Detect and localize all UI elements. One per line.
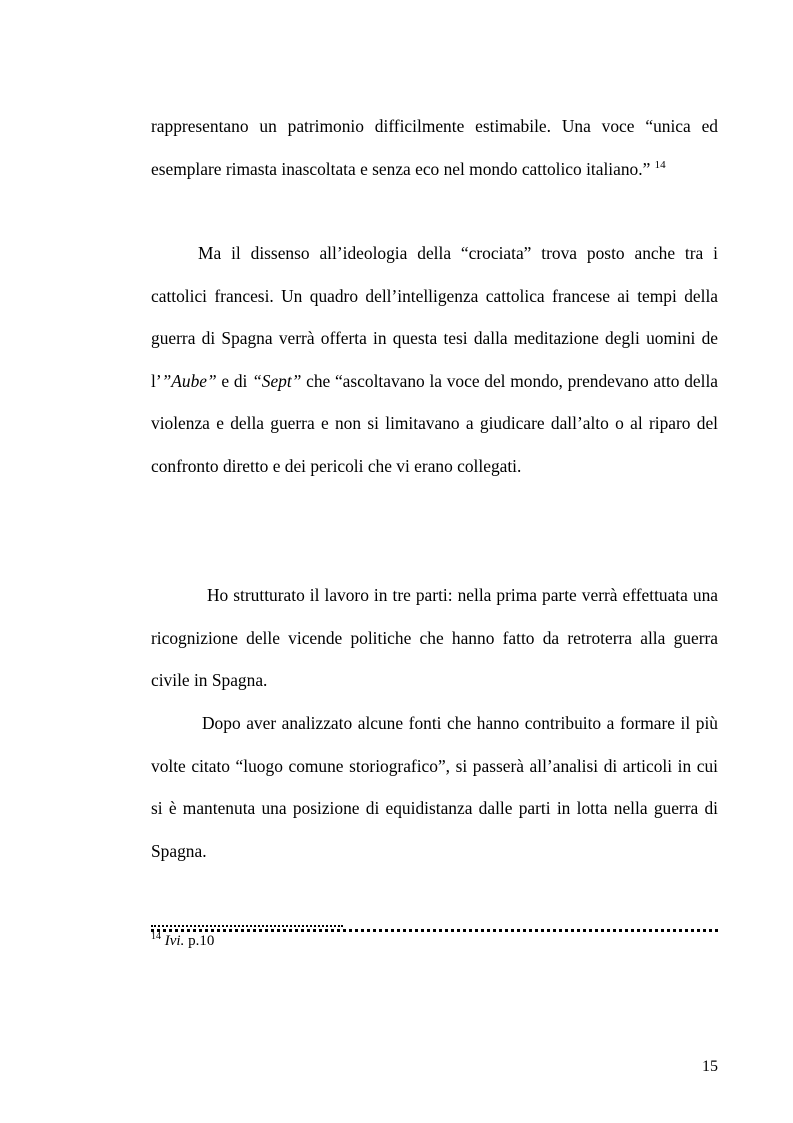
footnote [151,929,214,953]
paragraph-2-text-3: che “ascoltavano la voce del mondo, prendevano atto della violenza e della guerra e non si limitavano a giudicare dall’alto o al riparo del confronto diretto e dei pericoli che vi erano collegati. [151,370,719,476]
paragraph-2-text-1: Ma il dissenso all’ideologia della “crociata” trova posto anche tra i cattolici francesi. Un quadro dell’intelligenza cattolica francese ai tempi della guerra di Spagna verrà offerta in questa tesi dalla meditazione degli uomini de l’ [151,243,718,391]
footnote-italic-text: Ivi. [164,933,185,949]
footnote-number: 14 [151,931,161,942]
paragraph-2 [151,232,718,488]
footnote-separator-short [151,925,343,927]
paragraph-4 [151,702,718,872]
paragraph-3-text: Ho strutturato il lavoro in tre parti: nella prima parte verrà effettuata una ricognizione delle vicende politiche che hanno fatto da retroterra alla guerra civile in Spagna. [151,585,718,691]
paragraph-1-text: rappresentano un patrimonio difficilmente estimabile. Una voce “unica ed esemplare rimasta inascoltata e senza eco nel mondo cattolico italiano.” [151,116,718,179]
paragraph-2-text-2: e di [216,370,253,391]
page-number: 15 [702,1058,718,1075]
journal-title-aube: ”Aube” [161,370,217,391]
footnote-text: p.10 [184,933,215,949]
footnote-reference: 14 [654,158,666,171]
footnote-separator-long [151,929,718,932]
paragraph-4-text: Dopo aver analizzato alcune fonti che hanno contribuito a formare il più volte citato “luogo comune storiografico”, si passerà all’analisi di articoli in cui si è mantenuta una posizione di equidistanza dalle parti in lotta nella guerra di Spagna. [151,713,718,861]
paragraph-1 [151,105,718,190]
paragraph-3 [151,574,718,702]
journal-title-sept: “Sept” [252,370,302,391]
